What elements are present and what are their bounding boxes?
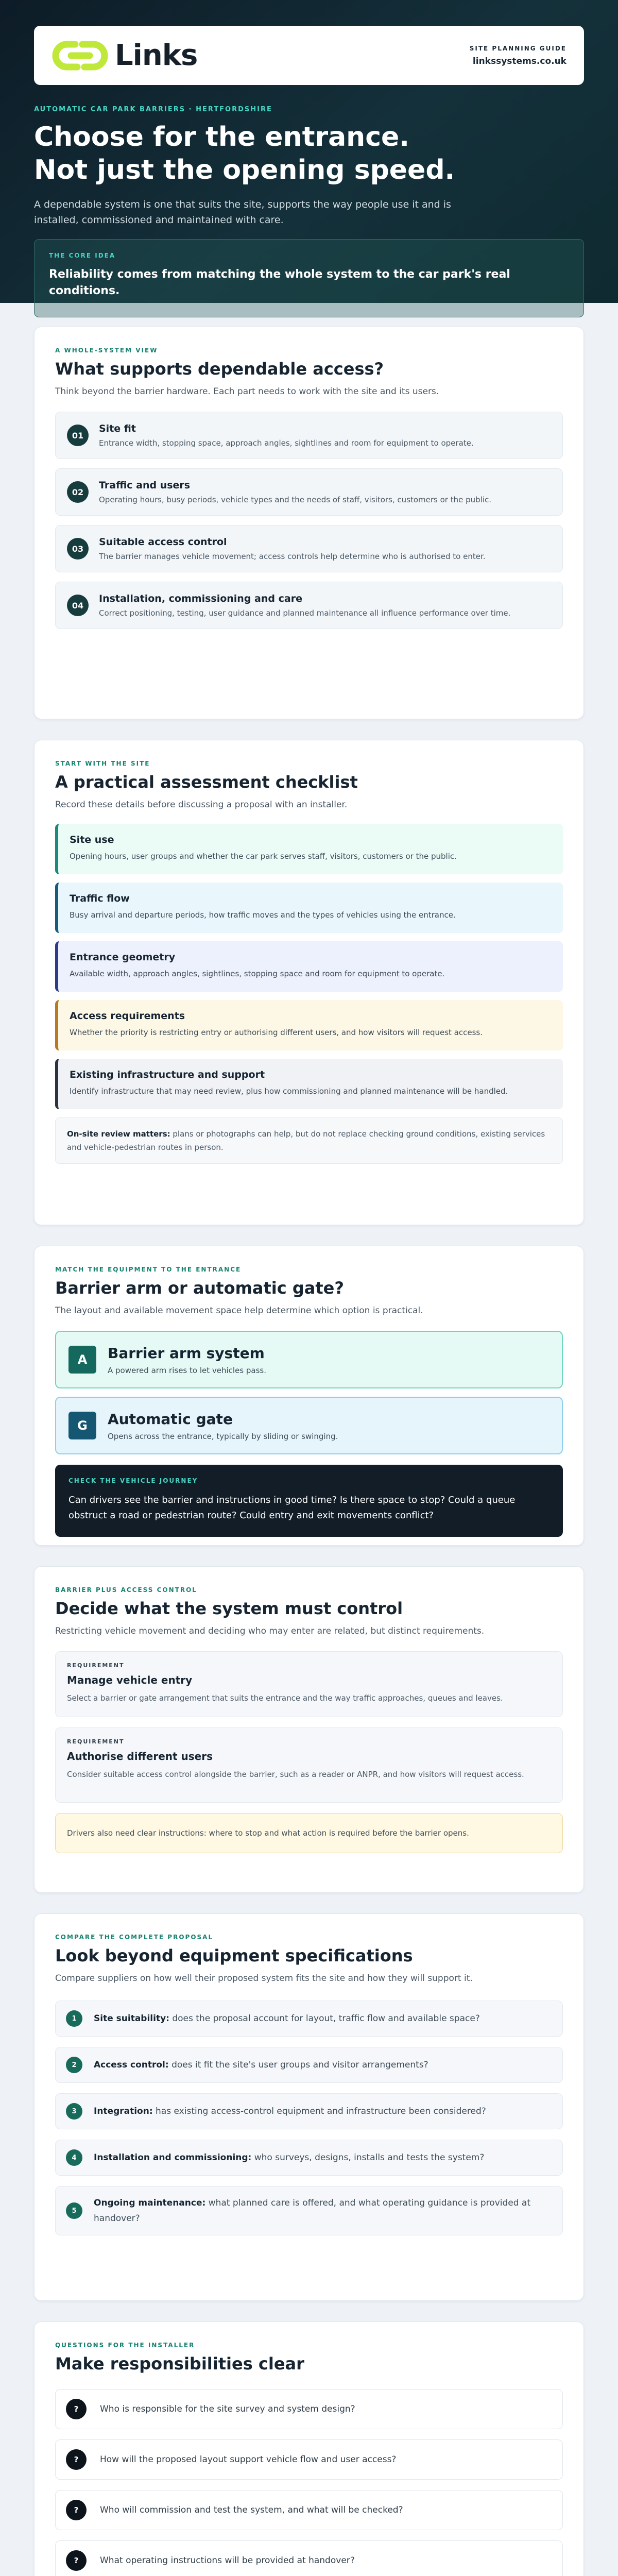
checklist-item-desc: Available width, approach angles, sightlines, stopping space and room for equipment to operate. — [70, 969, 445, 978]
section-eyebrow: START WITH THE SITE — [55, 760, 150, 767]
section-title: Barrier arm or automatic gate? — [55, 1278, 344, 1298]
checklist-item-site-use — [55, 824, 563, 874]
equipment-card — [34, 1246, 584, 1546]
hero-section — [0, 0, 618, 303]
step-title: Installation, commissioning and care — [99, 593, 302, 604]
checklist-card — [34, 740, 584, 1225]
section-eyebrow: QUESTIONS FOR THE INSTALLER — [55, 2342, 195, 2349]
proposal-number: 5 — [66, 2202, 82, 2219]
checklist-item-desc: Busy arrival and departure periods, how traffic moves and the types of vehicles using the entrance. — [70, 910, 456, 920]
section-lead: The layout and available movement space help determine which option is practical. — [55, 1306, 423, 1316]
site-header — [34, 26, 584, 85]
section-title: Look beyond equipment specifications — [55, 1946, 413, 1965]
section-title: Decide what the system must control — [55, 1599, 403, 1618]
step-desc: Operating hours, busy periods, vehicle types and the needs of staff, visitors, customers or the public. — [99, 495, 492, 504]
section-eyebrow: MATCH THE EQUIPMENT TO THE ENTRANCE — [55, 1266, 242, 1273]
journey-text: Can drivers see the barrier and instructions in good time? Is there space to stop? Could a queue obstruct a road or pedestrian route? Could entry and exit movements conflict? — [68, 1495, 516, 1521]
vehicle-journey-box — [55, 1465, 563, 1537]
step-number: 02 — [67, 481, 89, 503]
hero-eyebrow: AUTOMATIC CAR PARK BARRIERS · HERTFORDSHIRE — [34, 106, 272, 113]
note-bold: On-site review matters: — [67, 1129, 170, 1139]
header-eyebrow: SITE PLANNING GUIDE — [469, 44, 566, 52]
checklist-item-infrastructure — [55, 1059, 563, 1109]
proposal-number: 3 — [66, 2103, 82, 2120]
section-lead: Compare suppliers on how well their proposed system fits the site and how they will support it. — [55, 1973, 473, 1984]
proposal-number: 4 — [66, 2149, 82, 2166]
question-item — [55, 2389, 563, 2429]
whole-system-card — [34, 327, 584, 719]
checklist-item-title: Existing infrastructure and support — [70, 1069, 265, 1080]
section-title: A practical assessment checklist — [55, 772, 358, 792]
section-eyebrow: BARRIER PLUS ACCESS CONTROL — [55, 1586, 197, 1594]
section-lead: Think beyond the barrier hardware. Each part needs to work with the site and its users. — [55, 386, 439, 397]
option-title: Barrier arm system — [108, 1344, 265, 1362]
on-site-review-note — [55, 1117, 563, 1164]
section-title: What supports dependable access? — [55, 359, 384, 379]
step-number: 03 — [67, 538, 89, 560]
checklist-item-access-requirements — [55, 1000, 563, 1050]
question-text: Who is responsible for the site survey and system design? — [100, 2404, 355, 2414]
question-mark-icon: ? — [66, 2399, 87, 2419]
step-title: Site fit — [99, 423, 136, 434]
option-badge: A — [68, 1346, 96, 1374]
option-desc: A powered arm rises to let vehicles pass. — [108, 1365, 267, 1375]
proposal-text: Installation and commissioning: who surveys, designs, installs and tests the system? — [94, 2153, 485, 2163]
logo-text: Links — [115, 39, 198, 72]
hero-title-line1: Choose for the entrance. — [34, 122, 410, 152]
section-title: Make responsibilities clear — [55, 2354, 304, 2374]
control-card — [34, 1566, 584, 1893]
question-item — [55, 2439, 563, 2480]
hero-title-line2: Not just the opening speed. — [34, 155, 455, 185]
step-item — [55, 468, 563, 516]
requirement-eyebrow: REQUIREMENT — [67, 1738, 125, 1745]
step-desc: Correct positioning, testing, user guidance and planned maintenance all influence performance over time. — [99, 608, 511, 618]
option-barrier-arm[interactable] — [55, 1331, 563, 1388]
checklist-item-title: Site use — [70, 834, 114, 845]
step-number: 04 — [67, 595, 89, 616]
journey-eyebrow: CHECK THE VEHICLE JOURNEY — [68, 1477, 198, 1484]
proposal-text: Integration: has existing access-control equipment and infrastructure been considered? — [94, 2106, 486, 2116]
proposal-item — [55, 2186, 563, 2235]
chain-link-icon — [50, 35, 110, 76]
header-site-link[interactable]: linkssystems.co.uk — [472, 56, 566, 66]
proposal-text: Access control: does it fit the site's user groups and visitor arrangements? — [94, 2060, 428, 2070]
checklist-item-traffic-flow — [55, 883, 563, 933]
step-title: Traffic and users — [99, 480, 191, 491]
header-info — [470, 45, 566, 66]
checklist-item-entrance-geometry — [55, 941, 563, 992]
question-item — [55, 2540, 563, 2576]
option-automatic-gate[interactable] — [55, 1397, 563, 1454]
question-text: What operating instructions will be provided at handover? — [100, 2555, 355, 2566]
section-lead: Restricting vehicle movement and deciding who may enter are related, but distinct requirements. — [55, 1626, 485, 1636]
proposal-item — [55, 2047, 563, 2083]
requirement-desc: Select a barrier or gate arrangement that suits the entrance and the way traffic approaches, queues and leaves. — [67, 1693, 503, 1703]
requirement-eyebrow: REQUIREMENT — [67, 1662, 125, 1669]
core-idea-box — [34, 239, 584, 317]
proposal-text: Site suitability: does the proposal account for layout, traffic flow and available space? — [94, 2013, 480, 2024]
checklist-item-desc: Whether the priority is restricting entry or authorising different users, and how visitors will request access. — [70, 1028, 483, 1037]
proposal-text: Ongoing maintenance: what planned care is offered, and what operating guidance is provided at handover? — [94, 2198, 531, 2224]
section-eyebrow: A WHOLE-SYSTEM VIEW — [55, 347, 158, 354]
section-eyebrow: COMPARE THE COMPLETE PROPOSAL — [55, 1934, 214, 1941]
question-text: How will the proposed layout support vehicle flow and user access? — [100, 2454, 397, 2465]
checklist-item-title: Entrance geometry — [70, 952, 176, 963]
checklist-item-title: Access requirements — [70, 1010, 185, 1022]
question-text: Who will commission and test the system, and what will be checked? — [100, 2505, 403, 2515]
step-item — [55, 582, 563, 629]
note-text: plans or photographs can help, but do not replace checking ground conditions, existing services and vehicle-pedestrian routes in person. — [67, 1129, 545, 1152]
requirement-authorise-users — [55, 1727, 563, 1803]
questions-card — [34, 2321, 584, 2576]
question-mark-icon: ? — [66, 2550, 87, 2571]
option-title: Automatic gate — [108, 1410, 233, 1428]
requirement-title: Manage vehicle entry — [67, 1674, 193, 1686]
option-desc: Opens across the entrance, typically by sliding or swinging. — [108, 1431, 338, 1441]
step-item — [55, 412, 563, 459]
question-mark-icon: ? — [66, 2449, 87, 2470]
section-lead: Record these details before discussing a proposal with an installer. — [55, 800, 348, 810]
proposal-item — [55, 2093, 563, 2129]
step-number: 01 — [67, 425, 89, 446]
step-item — [55, 525, 563, 572]
requirement-vehicle-entry — [55, 1651, 563, 1717]
core-idea-eyebrow: THE CORE IDEA — [49, 252, 116, 259]
core-idea-text: Reliability comes from matching the whole system to the car park's real conditions. — [49, 268, 510, 297]
hero-subtitle: A dependable system is one that suits the site, supports the way people use it and is installed, commissioned and maintained with care. — [34, 199, 451, 226]
proposal-number: 1 — [66, 2010, 82, 2027]
step-desc: The barrier manages vehicle movement; access controls help determine who is authorised to enter. — [99, 552, 486, 561]
proposal-card — [34, 1913, 584, 2301]
option-badge: G — [68, 1412, 96, 1439]
proposal-item — [55, 2140, 563, 2176]
step-title: Suitable access control — [99, 536, 227, 548]
driver-instructions-note: Drivers also need clear instructions: where to stop and what action is required before the barrier opens. — [55, 1813, 563, 1853]
checklist-item-desc: Opening hours, user groups and whether the car park serves staff, visitors, customers or the public. — [70, 852, 457, 861]
requirement-title: Authorise different users — [67, 1750, 213, 1762]
question-mark-icon: ? — [66, 2500, 87, 2520]
logo[interactable] — [50, 35, 197, 76]
step-desc: Entrance width, stopping space, approach angles, sightlines and room for equipment to operate. — [99, 438, 474, 448]
question-item — [55, 2490, 563, 2530]
checklist-item-desc: Identify infrastructure that may need review, plus how commissioning and planned maintenance will be handled. — [70, 1087, 508, 1096]
proposal-number: 2 — [66, 2057, 82, 2073]
requirement-desc: Consider suitable access control alongside the barrier, such as a reader or ANPR, and how visitors will request access. — [67, 1770, 524, 1779]
checklist-item-title: Traffic flow — [70, 893, 130, 904]
proposal-item — [55, 2001, 563, 2037]
hero-title — [34, 121, 584, 187]
